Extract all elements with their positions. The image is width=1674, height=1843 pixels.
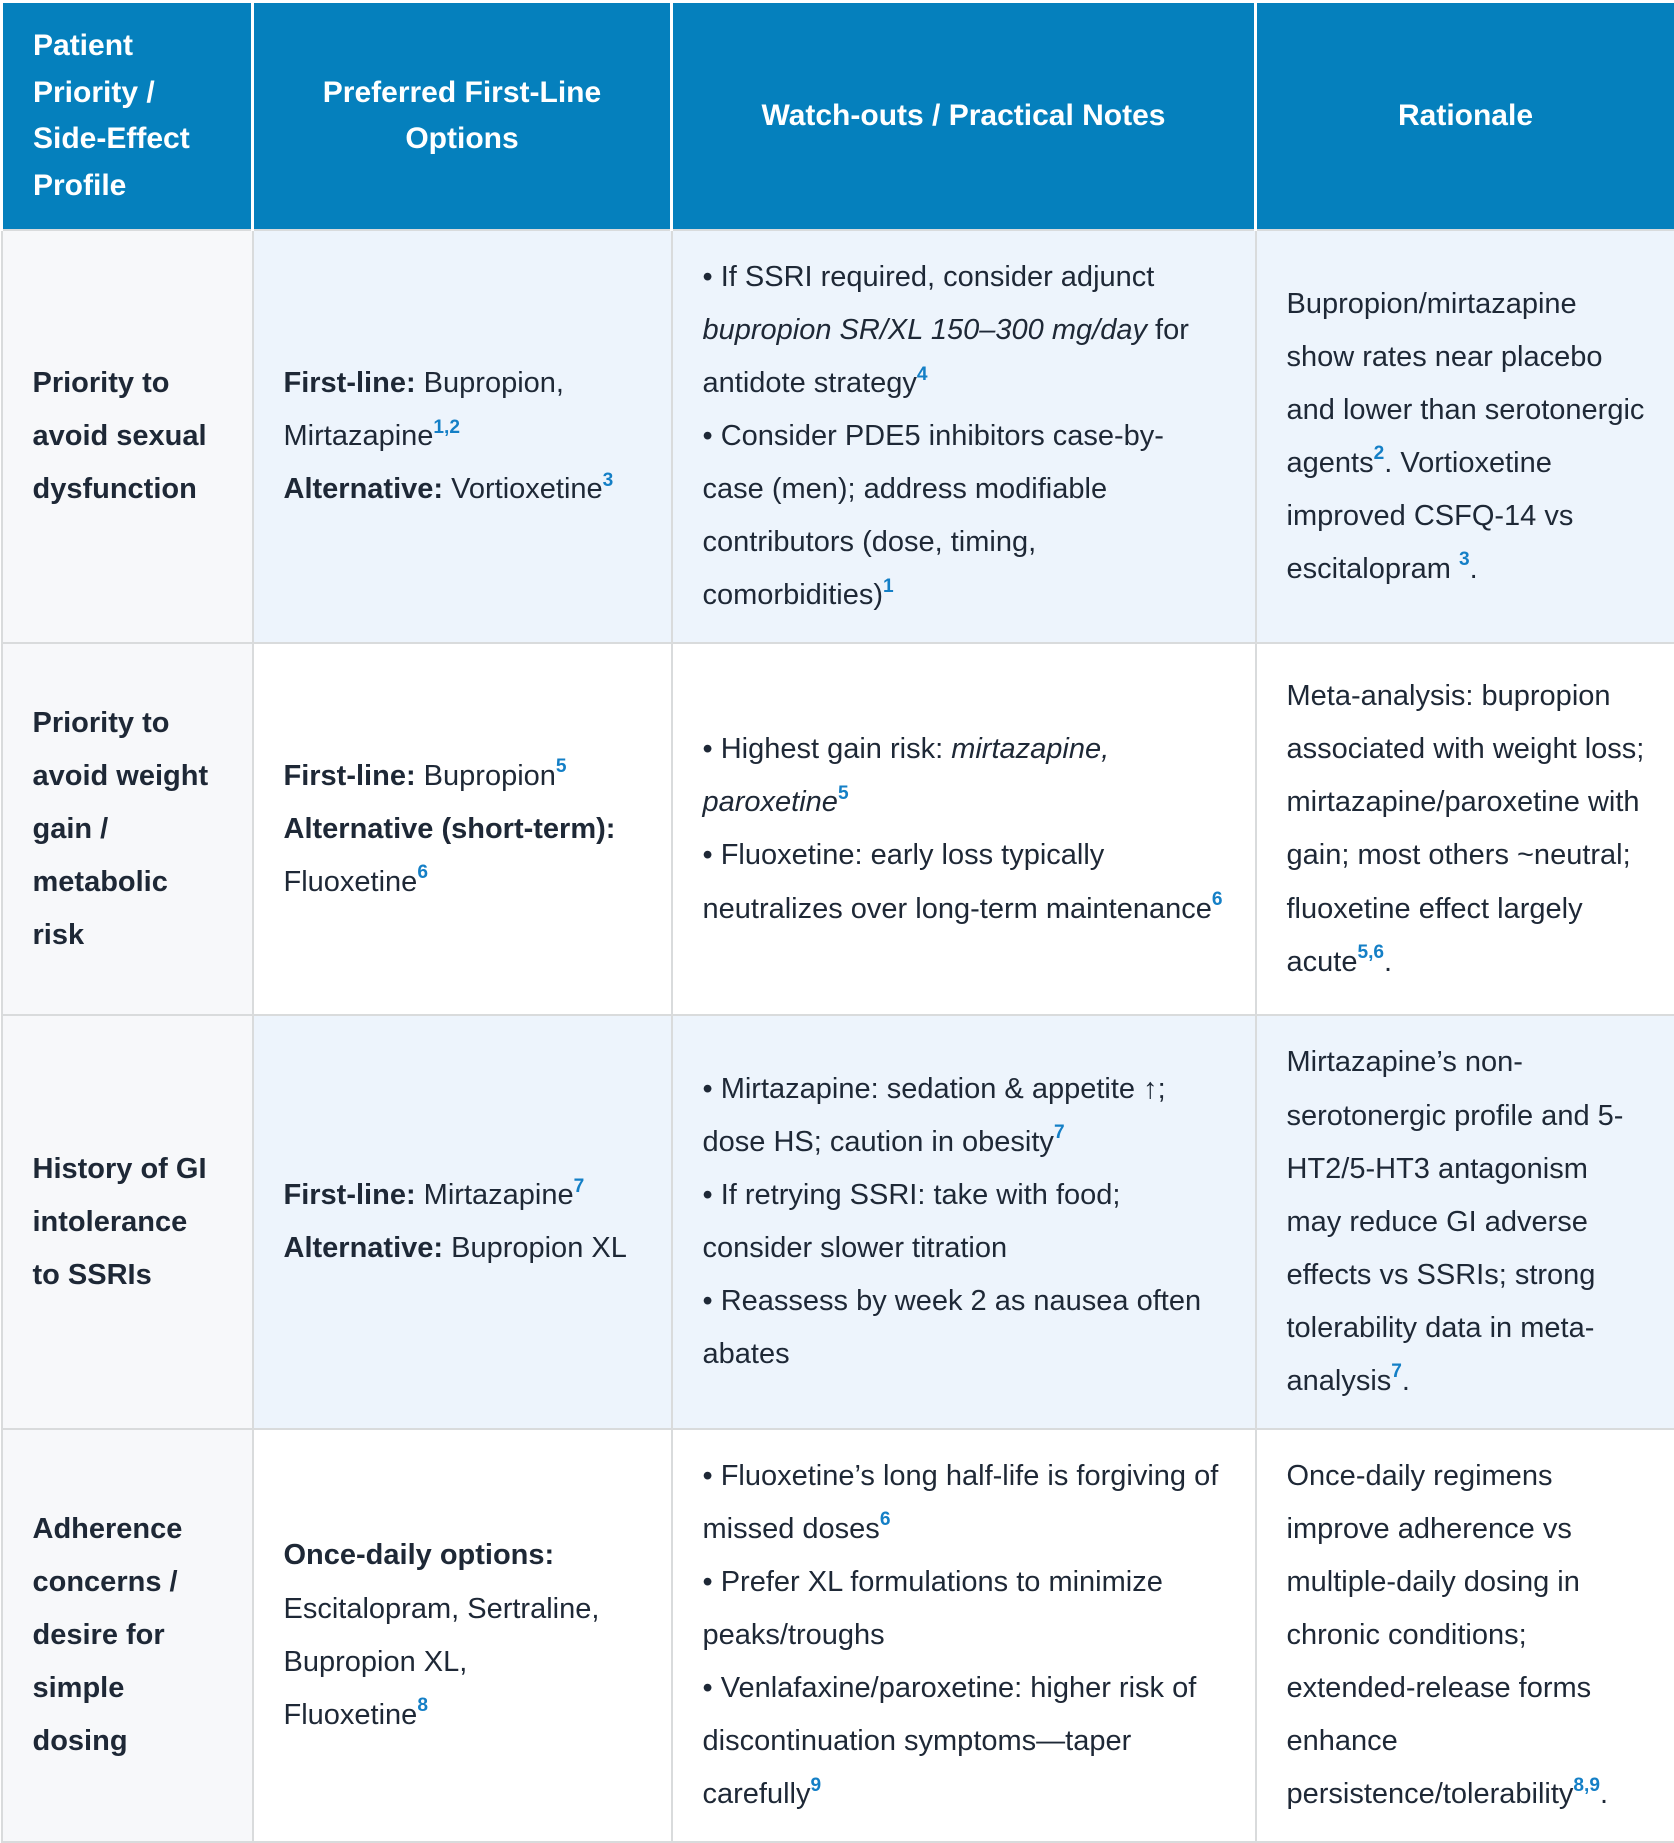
- row-gi-intolerance: [2, 1015, 1674, 1428]
- citation-ref: 7: [1054, 1122, 1065, 1143]
- cell-rationale-sexual-dysfunction: [1256, 230, 1674, 643]
- citation-ref: 6: [417, 862, 428, 883]
- text-segment: . Vortioxetine improved CSFQ-14 vs escitalopram: [1287, 447, 1574, 585]
- text-segment: Once-daily options:: [284, 1539, 555, 1571]
- text-segment: Mirtazapine: [416, 1179, 574, 1211]
- text-segment: • Mirtazapine: sedation & appetite ↑; dose HS; caution in obesity: [703, 1073, 1166, 1158]
- citation-ref: 4: [917, 364, 928, 385]
- text-segment: First-line:: [284, 1179, 416, 1211]
- text-segment: • Prefer XL formulations to minimize peaks/troughs: [703, 1566, 1163, 1651]
- column-header-priority: Patient Priority / Side-Effect Profile: [2, 2, 253, 231]
- citation-ref: 7: [1391, 1361, 1402, 1382]
- text-segment: Mirtazapine’s non-serotonergic profile and 5-HT2/5-HT3 antagonism may reduce GI adverse effects vs SSRIs; strong tolerability data in meta-analysis: [1287, 1046, 1624, 1396]
- text-segment: • If SSRI required, consider adjunct: [703, 261, 1155, 293]
- text-segment: Alternative:: [284, 1232, 444, 1264]
- text-segment: Alternative:: [284, 473, 444, 505]
- cell-options-gi-intolerance: [253, 1015, 672, 1428]
- text-segment: • Fluoxetine: early loss typically neutralizes over long-term maintenance: [703, 839, 1212, 924]
- cell-options-weight-gain: [253, 643, 672, 1015]
- row-adherence: [2, 1429, 1674, 1842]
- citation-ref: 1,2: [433, 417, 460, 438]
- citation-ref: 6: [1212, 889, 1223, 910]
- citation-ref: 6: [880, 1509, 891, 1530]
- row-sexual-dysfunction: [2, 230, 1674, 643]
- cell-watchouts-adherence: [672, 1429, 1256, 1842]
- text-segment: Once-daily regimens improve adherence vs multiple-daily dosing in chronic conditions; extended-release forms enhance persistence/tolerability: [1287, 1460, 1592, 1810]
- text-segment: Fluoxetine: [284, 866, 418, 898]
- cell-rationale-gi-intolerance: [1256, 1015, 1674, 1428]
- column-header-rationale: Rationale: [1256, 2, 1674, 231]
- citation-ref: 7: [574, 1176, 585, 1197]
- text-segment: .: [1402, 1365, 1410, 1397]
- column-header-watchouts: Watch-outs / Practical Notes: [672, 2, 1256, 231]
- text-segment: Bupropion XL: [443, 1232, 627, 1264]
- citation-ref: 8: [417, 1695, 428, 1716]
- cell-watchouts-gi-intolerance: [672, 1015, 1256, 1428]
- cell-priority-sexual-dysfunction: Priority to avoid sexual dysfunction: [2, 230, 253, 643]
- text-segment: • If retrying SSRI: take with food; consider slower titration: [703, 1179, 1121, 1264]
- text-segment: .: [1470, 553, 1478, 585]
- text-segment: Bupropion: [416, 760, 556, 792]
- citation-ref: 2: [1374, 443, 1385, 464]
- citation-ref: 3: [1459, 549, 1470, 570]
- text-segment: • Reassess by week 2 as nausea often abates: [703, 1285, 1202, 1370]
- row-weight-gain: [2, 643, 1674, 1015]
- text-segment: bupropion SR/XL 150–300 mg/day: [703, 314, 1147, 346]
- citation-ref: 5,6: [1357, 942, 1384, 963]
- text-segment: Bupropion, Mirtazapine: [284, 367, 564, 452]
- cell-rationale-adherence: [1256, 1429, 1674, 1842]
- citation-ref: 1: [883, 576, 894, 597]
- text-segment: Bupropion/mirtazapine show rates near placebo and lower than serotonergic agents: [1287, 288, 1645, 479]
- cell-watchouts-weight-gain: [672, 643, 1256, 1015]
- cell-priority-gi-intolerance: History of GI intolerance to SSRIs: [2, 1015, 253, 1428]
- citation-ref: 9: [811, 1775, 822, 1796]
- citation-ref: 3: [603, 470, 614, 491]
- cell-watchouts-sexual-dysfunction: [672, 230, 1256, 643]
- text-segment: First-line:: [284, 760, 416, 792]
- text-segment: for antidote strategy: [703, 314, 1189, 399]
- text-segment: mirtazapine, paroxetine: [703, 733, 1110, 818]
- column-header-options: Preferred First-Line Options: [253, 2, 672, 231]
- cell-rationale-weight-gain: [1256, 643, 1674, 1015]
- citation-ref: 5: [838, 783, 849, 804]
- text-segment: Vortioxetine: [443, 473, 603, 505]
- text-segment: Meta-analysis: bupropion associated with weight loss; mirtazapine/paroxetine with gain; most others ~neutral; fluoxetine effect largely acute: [1287, 680, 1645, 977]
- text-segment: First-line:: [284, 367, 416, 399]
- text-segment: • Fluoxetine’s long half-life is forgiving of missed doses: [703, 1460, 1219, 1545]
- text-segment: • Consider PDE5 inhibitors case-by-case (men); address modifiable contributors (dose, timing, comorbidities): [703, 420, 1164, 611]
- citation-ref: 5: [556, 756, 567, 777]
- text-segment: Alternative (short-term):: [284, 813, 616, 845]
- text-segment: • Highest gain risk:: [703, 733, 952, 765]
- cell-priority-adherence: Adherence concerns / desire for simple dosing: [2, 1429, 253, 1842]
- text-segment: Escitalopram, Sertraline, Bupropion XL,: [284, 1593, 600, 1678]
- header-row: [2, 2, 1674, 231]
- text-segment: .: [1384, 946, 1392, 978]
- cell-options-adherence: [253, 1429, 672, 1842]
- text-segment: .: [1600, 1778, 1608, 1810]
- cell-priority-weight-gain: Priority to avoid weight gain / metabolic risk: [2, 643, 253, 1015]
- citation-ref: 8,9: [1573, 1775, 1600, 1796]
- text-segment: Fluoxetine: [284, 1699, 418, 1731]
- cell-options-sexual-dysfunction: [253, 230, 672, 643]
- text-segment: • Venlafaxine/paroxetine: higher risk of discontinuation symptoms—taper carefully: [703, 1672, 1197, 1810]
